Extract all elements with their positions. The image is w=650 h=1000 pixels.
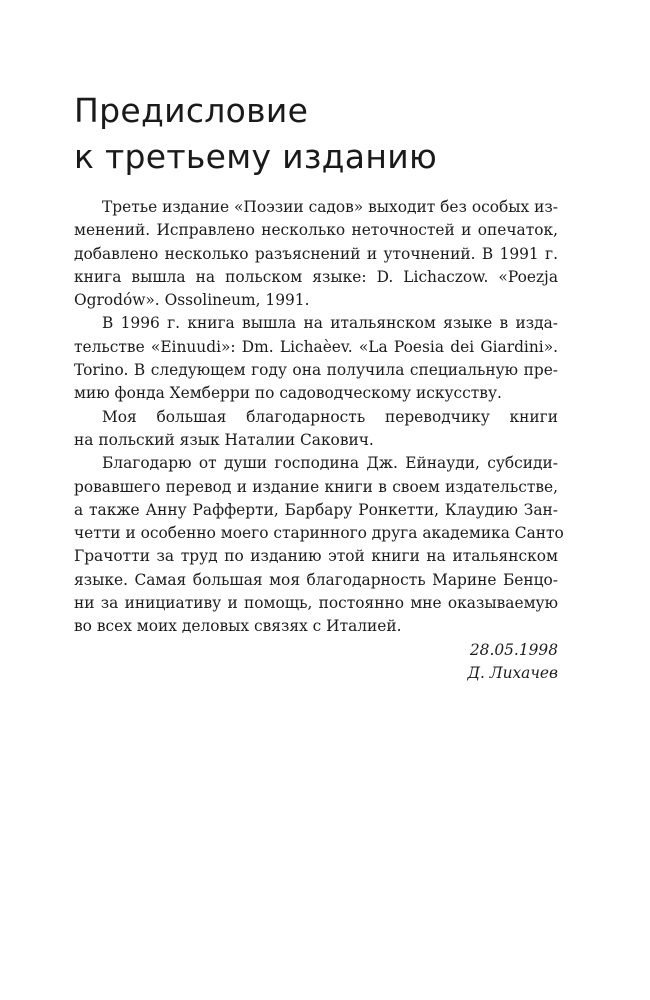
text-line: Третье издание «Поэзии садов» выходит без особых из- — [102, 198, 558, 216]
page-title — [74, 88, 574, 180]
page-title-line-2: к третьему изданию — [74, 137, 438, 176]
text-line: четти и особенно моего старинного друга академика Санто — [74, 524, 564, 543]
text-line: В 1996 г. книга вышла на итальянском языке в изда- — [102, 314, 558, 333]
preface-body — [74, 196, 564, 685]
text-line: Моя большая благодарность переводчику книги — [102, 407, 558, 426]
text-line: языке. Самая большая моя благодарность Марине Бенцо- — [74, 570, 558, 589]
signature-author: Д. Лихачев — [467, 663, 558, 682]
signature-date: 28.05.1998 — [469, 640, 558, 659]
text-line: тельстве «Einuudi»: Dm. Lichaèev. «La Poesia dei Giardini». — [74, 337, 558, 356]
text-line: книга вышла на польском языке: D. Lichaczow. «Poezja — [74, 267, 558, 286]
text-line: ни за инициативу и помощь, постоянно мне оказываемую — [74, 594, 558, 613]
text-line: мию фонда Хемберри по садоводческому искусству. — [74, 384, 502, 403]
text-line: менений. Исправлено несколько неточностей и опечаток, — [74, 221, 558, 240]
paragraph-1 — [74, 196, 558, 312]
text-line: ровавшего перевод и издание книги в своем издательстве, — [74, 477, 558, 496]
text-line: добавлено несколько разъяснений и уточнений. В 1991 г. — [74, 244, 558, 263]
text-line: Torino. В следующем году она получила специальную пре- — [74, 361, 558, 380]
text-line: Ogrodów». Ossolineum, 1991. — [74, 291, 310, 310]
text-line: на польский язык Наталии Сакович. — [74, 430, 374, 449]
text-line: во всех моих деловых связях с Италией. — [74, 617, 402, 636]
text-line: Грачотти за труд по изданию этой книги на итальянском — [74, 547, 558, 566]
paragraph-3 — [74, 406, 558, 453]
text-line: а также Анну Рафферти, Барбару Ронкетти, Клаудию Зан- — [74, 500, 558, 519]
paragraph-2 — [74, 312, 558, 405]
paragraph-4 — [74, 452, 564, 638]
text-line: Благодарю от души господина Дж. Ейнауди, субсиди- — [102, 454, 558, 473]
page-title-line-1: Предисловие — [74, 91, 309, 130]
